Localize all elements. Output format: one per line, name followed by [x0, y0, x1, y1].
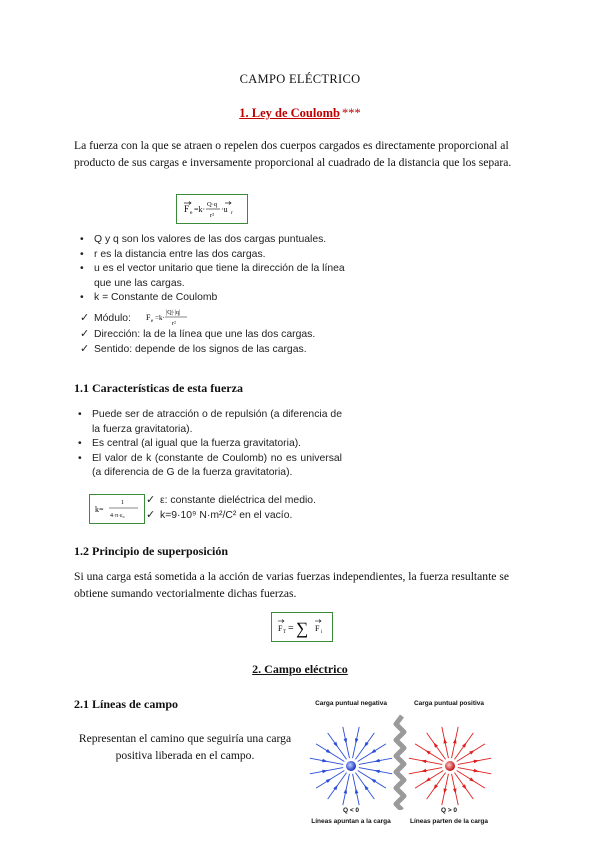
bullet-u: • u es el vector unitario que tiene la dirección de la línea [80, 263, 345, 274]
negative-arrowhead [333, 742, 337, 747]
section-1-stars: *** [341, 106, 361, 120]
positive-arrowhead [425, 750, 430, 754]
positive-arrowhead [433, 784, 437, 789]
f1-eq: =k· [194, 205, 206, 214]
svg-text:i: i [321, 630, 323, 635]
pos-caption: Líneas parten de la carga [409, 818, 489, 825]
positive-arrowhead [425, 777, 430, 781]
field-lines-svg [306, 710, 496, 810]
svg-text:T: T [283, 630, 287, 635]
positive-arrowhead [462, 784, 466, 789]
char-item-3: • El valor de k (constante de Coulomb) no es universal (a diferencia de G de la fuerza gravitatoria). [78, 452, 342, 478]
coulomb-checks [80, 312, 380, 357]
f1-den: r² [210, 212, 215, 219]
negative-arrowhead [326, 779, 331, 783]
svg-text:=: = [288, 623, 294, 634]
bullet-q: • Q y q son los valores de las dos cargas puntuales. [80, 234, 327, 245]
svg-text:4·π·ε₀: 4·π·ε₀ [110, 513, 125, 519]
svg-text:e: e [151, 319, 154, 324]
k-formula [89, 494, 145, 524]
check-modulo: ✓ Módulo: F e =k· |Q|·|q| r² [80, 312, 380, 328]
svg-text:|Q|·|q|: |Q|·|q| [166, 310, 181, 316]
section-1-heading [0, 106, 600, 121]
page-title: CAMPO ELÉCTRICO [239, 72, 361, 86]
positive-charge [445, 761, 455, 771]
svg-text:1: 1 [121, 500, 124, 506]
k-formula-svg [90, 495, 144, 523]
f1-rhs: ·u [221, 205, 228, 214]
superposition-text: Si una carga está sometida a la acción de varias fuerzas independientes, la fuerza resultante se obtiene sumando vectorialmente dichas fuerzas. [74, 570, 509, 600]
coulomb-formula [176, 194, 248, 224]
check-icon: ✓ [80, 312, 90, 324]
coulomb-bullets [80, 233, 370, 306]
svg-text:=k·: =k· [155, 314, 165, 322]
coulomb-formula-svg [177, 195, 247, 223]
svg-text:r²: r² [172, 321, 176, 327]
positive-arrowhead [462, 742, 466, 747]
positive-arrowhead [469, 777, 474, 781]
pos-q-label: Q > 0 [440, 807, 458, 814]
f1-lhs: F [184, 204, 190, 214]
negative-charge [346, 761, 356, 771]
field-lines-figure [306, 700, 496, 830]
bullet-r: • r es la distancia entre las dos cargas. [80, 248, 266, 260]
neg-q-label: Q < 0 [342, 807, 360, 814]
check-epsilon: ✓ ε: constante dieléctrica del medio. [146, 494, 316, 506]
bullet-u-cont: que une las cargas. [94, 277, 185, 289]
svg-text:F: F [315, 624, 320, 633]
neg-charge-title: Carga puntual negativa [315, 700, 387, 707]
section-1-2-heading: 1.2 Principio de superposición [74, 544, 229, 558]
section-2-heading: 2. Campo eléctrico [252, 662, 348, 676]
intro-paragraph: La fuerza con la que se atraen o repelen dos cuerpos cargados es directamente proporcional al producto de sus cargas e inversamente proporcional al cuadrado de la distancia que los separa. [74, 139, 512, 169]
check-k-value: ✓ k=9·10⁹ N·m²/C² en el vacío. [146, 508, 293, 521]
superposition-formula-svg [272, 613, 332, 641]
negative-arrowhead [371, 779, 376, 783]
svg-text:∑: ∑ [296, 619, 309, 638]
f1-lhs-sub: e [190, 210, 193, 216]
check-direccion: ✓ Dirección: la de la línea que une las dos cargas. [80, 328, 316, 340]
section-1-heading-text: 1. Ley de Coulomb [239, 106, 340, 120]
section-2-1-heading: 2.1 Líneas de campo [74, 697, 179, 711]
modulo-formula [144, 306, 204, 328]
negative-arrowhead [326, 749, 331, 753]
char-item-2: • Es central (al igual que la fuerza gravitatoria). [78, 438, 302, 449]
bullet-k: • k = Constante de Coulomb [80, 292, 218, 303]
check-sentido: ✓ Sentido: depende de los signos de las cargas. [80, 342, 307, 355]
svg-text:F: F [146, 313, 151, 322]
negative-arrowhead [333, 785, 337, 790]
superposition-formula [271, 612, 333, 642]
neg-caption: Líneas apuntan a la carga [311, 818, 391, 825]
positive-arrowhead [433, 742, 437, 747]
char-item-1: • Puede ser de atracción o de repulsión (a diferencia de la fuerza gravitatoria). [78, 409, 342, 435]
characteristics-list [78, 408, 342, 481]
svg-text:F: F [278, 624, 283, 633]
f1-num: Q·q [207, 201, 218, 208]
pos-charge-title: Carga puntual positiva [413, 700, 485, 707]
negative-arrowhead [364, 785, 368, 790]
f1-rhs-sub: r [231, 210, 233, 216]
negative-arrowhead [371, 749, 376, 753]
k-checks [146, 494, 366, 523]
field-lines-text: Representan el camino que seguiría una carga positiva liberada en el campo. [78, 732, 292, 762]
separator-zigzag [396, 716, 404, 810]
svg-text:k=: k= [95, 505, 104, 514]
section-1-1-heading: 1.1 Características de esta fuerza [74, 381, 243, 395]
negative-arrowhead [364, 742, 368, 747]
positive-arrowhead [469, 750, 474, 754]
